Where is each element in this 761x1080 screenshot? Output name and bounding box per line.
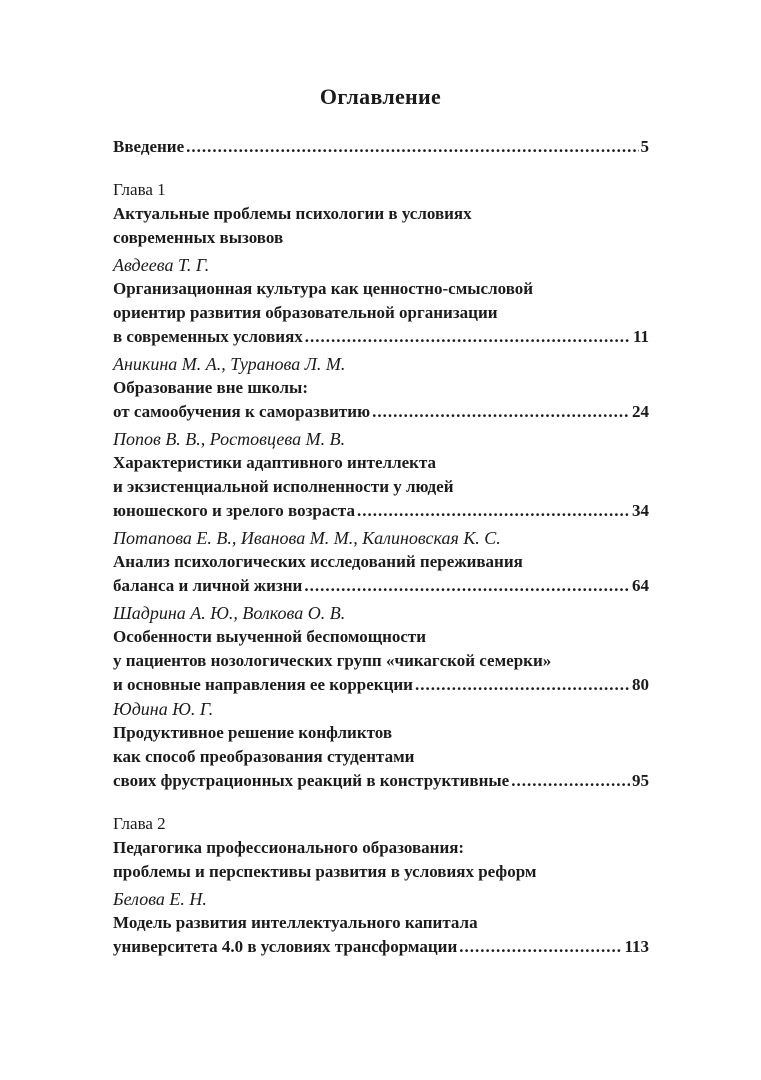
entry-title-last-line: в современных условиях [113,327,303,346]
entry-authors: Шадрина А. Ю., Волкова О. В. [113,603,346,623]
entry-title-line: Организационная культура как ценностно-смысловой [113,279,534,298]
toc-intro-page: 5 [640,137,649,156]
entry-title-line: Характеристики адаптивного интеллекта [113,453,436,472]
dot-leader [186,135,638,159]
entry-title-last-line: и основные направления ее коррекции [113,675,413,694]
entry-title-line: Анализ психологических исследований переживания [113,552,523,571]
entry-authors: Авдеева Т. Г. [113,255,210,275]
dot-leader [372,400,630,424]
toc-entry-row[interactable] [113,673,649,697]
toc-entry-row[interactable] [113,400,649,424]
dot-leader [357,499,630,523]
chapter-1-label: Глава 1 [113,180,166,199]
entry-title-line: Особенности выученной беспомощности [113,627,427,646]
entry-title-last-line: баланса и личной жизни [113,576,303,595]
dot-leader [304,574,630,598]
entry-page-number: 95 [632,771,649,790]
entry-title-line: ориентир развития образовательной организации [113,303,498,322]
entry-title-line: у пациентов нозологических групп «чикагской семерки» [113,651,552,670]
dot-leader [459,935,622,959]
entry-title-last-line: от самообучения к саморазвитию [113,402,371,421]
toc-entry-row[interactable] [113,769,649,793]
entry-page-number: 80 [632,675,649,694]
dot-leader [305,325,631,349]
toc-entry-row[interactable] [113,499,649,523]
toc-intro-row[interactable] [113,135,649,159]
entry-title-line: и экзистенциальной исполненности у людей [113,477,454,496]
page-title: Оглавление [319,84,442,109]
dot-leader [415,673,630,697]
chapter-2-title-line: проблемы и перспективы развития в условиях реформ [113,862,537,881]
chapter-2-title-line: Педагогика профессионального образования: [113,838,465,857]
entry-authors: Аникина М. А., Туранова Л. М. [113,354,346,374]
entry-title-last-line: своих фрустрационных реакций в конструктивные [113,771,510,790]
entry-page-number: 34 [632,501,649,520]
entry-title-last-line: университета 4.0 в условиях трансформации [113,937,458,956]
toc-entry-row[interactable] [113,574,649,598]
toc-entry-row[interactable] [113,325,649,349]
entry-authors: Потапова Е. В., Иванова М. М., Калиновская К. С. [113,528,501,548]
entry-title-line: Образование вне школы: [113,378,308,397]
entry-title-line: Модель развития интеллектуального капитала [113,913,478,932]
entry-authors: Попов В. В., Ростовцева М. В. [113,429,346,449]
entry-authors: Белова Е. Н. [113,889,207,909]
entry-title-line: как способ преобразования студентами [113,747,415,766]
entry-page-number: 24 [632,402,649,421]
entry-page-number: 64 [632,576,649,595]
chapter-2-label: Глава 2 [113,814,166,833]
entry-page-number: 113 [624,937,649,956]
toc-intro-label: Введение [113,137,185,156]
entry-title-line: Продуктивное решение конфликтов [113,723,392,742]
chapter-1-title-line: Актуальные проблемы психологии в условиях [113,204,472,223]
dot-leader [511,769,630,793]
entry-title-last-line: юношеского и зрелого возраста [113,501,355,520]
chapter-1-title-line: современных вызовов [113,228,284,247]
entry-authors: Юдина Ю. Г. [113,699,214,719]
toc-entry-row[interactable] [113,935,649,959]
entry-page-number: 11 [632,327,649,346]
